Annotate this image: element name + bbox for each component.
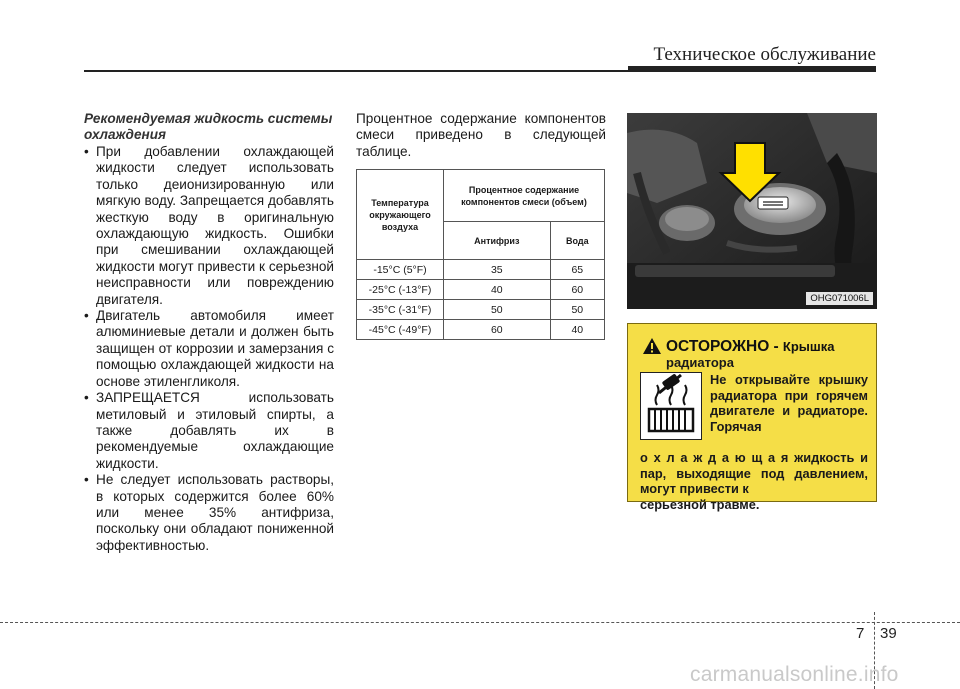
warning-title	[666, 338, 834, 356]
warning-subtitle: радиатора	[666, 355, 734, 370]
bullet-text: Не следует использовать растворы, в которых содержится более 60% или менее 35% антифриза, поскольку они обладают пониженной эффективностью.	[96, 472, 334, 553]
cell-antifreeze: 50	[444, 300, 551, 320]
page-number: 39	[880, 625, 897, 642]
warning-text-part2	[640, 450, 868, 513]
header-rule-thick	[628, 66, 876, 72]
bullet-text: Двигатель автомобиля имеет алюминиевые детали и должен быть защищен от коррозии и замерзания с помощью охлаждающей жидкости на основе этиленгликоля.	[96, 308, 334, 389]
bullet-dot: •	[84, 472, 89, 488]
footer-rule	[0, 622, 960, 623]
warning-title-rest: Крышка	[782, 339, 835, 354]
chapter-number: 7	[856, 625, 865, 642]
cell-water: 50	[550, 300, 604, 320]
cell-temp: -15°C (5°F)	[357, 260, 444, 280]
bullet-item	[84, 144, 334, 308]
header-temperature: Температура окружающего воздуха	[357, 170, 444, 260]
engine-bay-photo	[627, 113, 877, 309]
table-intro: Процентное содержание компонентов смеси приведено в следующей таблице.	[356, 111, 606, 159]
cell-antifreeze: 35	[444, 260, 551, 280]
bullet-item	[84, 308, 334, 390]
page-header-title: Техническое обслуживание	[653, 44, 876, 65]
table-row	[357, 300, 605, 320]
cell-temp: -25°C (-13°F)	[357, 280, 444, 300]
cell-temp: -35°C (-31°F)	[357, 300, 444, 320]
cell-water: 40	[550, 320, 604, 340]
header-group: Процентное содержание компонентов смеси (объем)	[444, 170, 605, 222]
warning-title-main: ОСТОРОЖНО -	[666, 338, 779, 355]
bullet-dot: •	[84, 144, 89, 159]
warning-box	[627, 323, 877, 513]
bullet-text: При добавлении охлаждающей жидкости следует использовать только деионизированную или мягкую воду. Запрещается добавлять жесткую воду в оригинальную охлаждающую жидкость. Ошибки при смешивании охлаждающей жидкости могут привести к серьезной неисправности или повреждению двигателя.	[96, 144, 334, 307]
warning-text-last-line: серьезной травме.	[640, 497, 760, 513]
photo-caption: OHG071006L	[806, 292, 873, 305]
cell-antifreeze: 60	[444, 320, 551, 340]
section-heading: Рекомендуемая жидкость системы охлаждения	[84, 111, 333, 142]
bullet-item	[84, 472, 334, 554]
cell-antifreeze: 40	[444, 280, 551, 300]
left-column	[84, 111, 334, 554]
coolant-mix-table	[356, 169, 605, 340]
table-row	[357, 260, 605, 280]
bullet-dot: •	[84, 308, 89, 324]
bullet-text: ЗАПРЕЩАЕТСЯ использовать метиловый и этиловый спирты, а также добавлять их в рекомендуемые охлаждающие жидкости.	[96, 390, 334, 471]
warning-text-part1: Не открывайте крышку радиатора при горячем двигателе и радиаторе. Горячая	[710, 372, 868, 435]
bullet-item	[84, 390, 334, 472]
bullet-dot: •	[84, 390, 89, 406]
table-row	[357, 280, 605, 300]
cell-water: 60	[550, 280, 604, 300]
warning-triangle-icon	[642, 337, 662, 355]
watermark: carmanualsonline.info	[690, 663, 899, 686]
warning-text-line: о х л а ж д а ю щ а я жидкость и пар, выходящие под давлением, могут привести к	[640, 450, 868, 497]
cell-water: 65	[550, 260, 604, 280]
header-antifreeze: Антифриз	[444, 222, 551, 260]
cell-temp: -45°C (-49°F)	[357, 320, 444, 340]
header-water: Вода	[550, 222, 604, 260]
hot-radiator-icon	[640, 372, 702, 440]
middle-column	[356, 111, 606, 160]
table-row	[357, 320, 605, 340]
engine-bay-illustration	[627, 113, 877, 309]
